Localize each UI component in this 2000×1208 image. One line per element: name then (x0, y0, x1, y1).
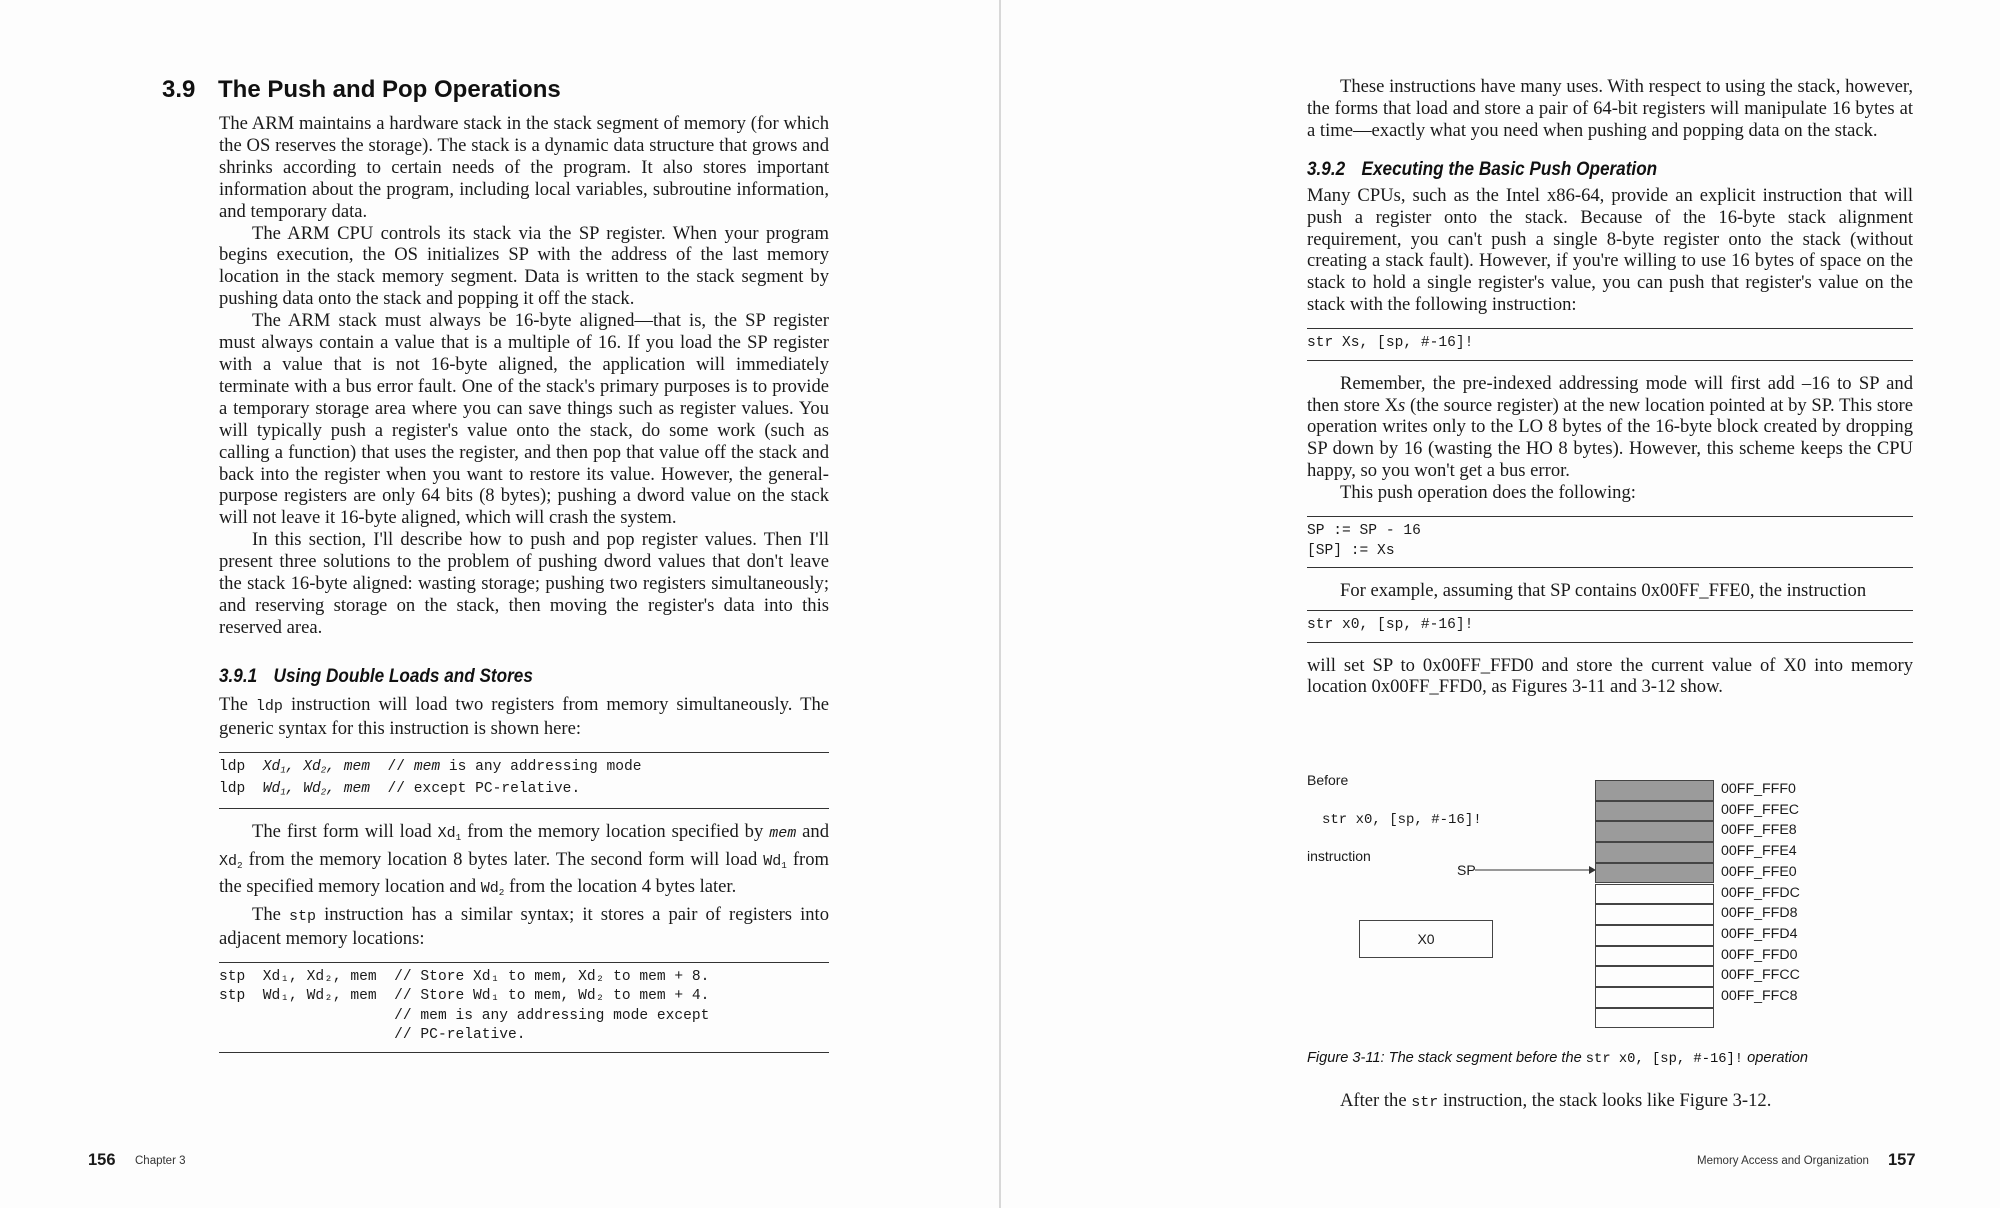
paragraph: The ARM stack must always be 16-byte aligned—that is, the SP register must always contain a value that is a multiple of 16. If you load the SP register with a value that is not 16-byte aligned, the application will immediately terminate with a bus error fault. One of the stack's primary purposes is to provide a temporary storage area where you can save things such as register values. You will typically push a register's value onto the stack, do some work (such as calling a function) that uses the register, and then pop that value off the stack and back into the register when you want to restore its value. However, the general-purpose registers are only 64 bits (8 bytes); pushing a dword value on the stack will not leave it 16-byte aligned, which will crash the system. (219, 310, 829, 529)
figure-before-label: Before (1307, 772, 1349, 788)
stack-cell (1595, 780, 1714, 801)
section-heading (162, 76, 561, 104)
paragraph: The ARM CPU controls its stack via the SP register. When your program begins execution, the OS initializes SP with the address of the last memory location in the stack memory segment. Data is written to the stack segment by pushing data onto the stack and popping it off the stack. (219, 222, 829, 310)
paragraph: will set SP to 0x00FF_FFD0 and store the current value of X0 into memory location 0x00FF_FFD0, as Figures 3-11 and 3-12 show. (1307, 654, 1913, 698)
stack-address-label: 00FF_FFEC (1721, 801, 1800, 818)
figure-caption: Figure 3-11: The stack segment before the str x0, [sp, #-16]! operation (1307, 1050, 1809, 1067)
code-block-ldp (219, 752, 829, 809)
subsection-heading (219, 665, 756, 688)
stack-cell (1595, 821, 1714, 842)
paragraph: Remember, the pre-indexed addressing mode will first add –16 to SP and then store Xs (the source register) at the new location pointed at by SP. This store operation writes only to the LO 8 bytes of the 16-byte block created by dropping SP down by 16 (wasting the HO 8 bytes). However, this scheme keeps the CPU happy, so you won't get a bus error. (1307, 372, 1913, 482)
stack-address-label: 00FF_FFF0 (1721, 781, 1796, 797)
paragraph: These instructions have many uses. With respect to using the stack, however, the forms that load and store a pair of 64-bit registers will manipulate 16 bytes at a time—exactly what you need when pushing and popping data on the stack. (1307, 76, 1913, 141)
stack-cell (1595, 801, 1714, 822)
x0-register-box: X0 (1359, 920, 1493, 958)
stack-address-label: 00FF_FFE8 (1721, 822, 1797, 839)
stack-cell (1595, 1008, 1714, 1029)
stack-address-label: 00FF_FFD4 (1721, 925, 1798, 942)
stack-address-label: 00FF_FFCC (1721, 967, 1800, 984)
section-number: 3.9 (162, 76, 196, 103)
stack-cell (1595, 946, 1714, 967)
stack-cell (1595, 925, 1714, 946)
stack-cell (1595, 863, 1714, 884)
code-line: ldp $Xd_1$, $Xd_2$, mem // mem is any addressing mode (219, 758, 642, 776)
subsection-number: 3.9.2 (1307, 157, 1346, 180)
page-number: 157 (1888, 1151, 1916, 1169)
stack-cell (1595, 987, 1714, 1008)
stack-address-label: 00FF_FFD0 (1721, 946, 1798, 963)
inline-code: ldp (255, 697, 283, 715)
paragraph: Many CPUs, such as the Intel x86-64, provide an explicit instruction that will push a register onto the stack. Because of the 16-byte stack alignment requirement, you can't push a single 8-byte register onto the stack (without creating a stack fault). However, if you're willing to use 16 bytes of space on the stack to hold a single register's value, you can push that register's value on the stack with the following instruction: (1307, 184, 1913, 316)
code-block-example: str x0, [sp, #-16]! (1307, 610, 1913, 643)
figure-instruction-code: str x0, [sp, #-16]! (1322, 812, 1482, 828)
paragraph: After the str instruction, the stack looks like Figure 3-12. (1340, 1090, 1772, 1111)
right-column (1307, 76, 1913, 698)
running-footer: Memory Access and Organization (1697, 1155, 1869, 1167)
paragraph: The stp instruction has a similar syntax; it stores a pair of registers into adjacent memory locations: (219, 904, 829, 949)
code-block-stp: stp Xd₁, Xd₂, mem // Store Xd₁ to mem, Xd₂ to mem + 8. stp Wd₁, Wd₂, mem // Store Wd₁ to mem, Wd₂ to mem + 4. // mem is any addressing mode except // PC-relative. (219, 962, 829, 1053)
code-line: ldp $Wd_1$, $Wd_2$, mem // except PC-relative. (219, 780, 581, 798)
stack-cell (1595, 966, 1714, 987)
stack-address-label: 00FF_FFE0 (1721, 863, 1797, 880)
section-title: The Push and Pop Operations (218, 76, 561, 103)
inline-code: str (1411, 1094, 1439, 1111)
stack-address-label: 00FF_FFD8 (1721, 905, 1798, 922)
sp-label: SP (1457, 862, 1476, 878)
paragraph: For example, assuming that SP contains 0x00FF_FFE0, the instruction (1340, 580, 1867, 602)
paragraph: In this section, I'll describe how to push and pop register values. Then I'll present three solutions to the problem of pushing dword values that don't leave the stack 16-byte aligned: wasting storage; pushing two registers simultaneously; and reserving storage on the stack, then moving the register's data into this reserved area. (219, 529, 829, 638)
inline-code: stp (288, 908, 316, 926)
stack-address-label: 00FF_FFE4 (1721, 843, 1797, 860)
stack-cell (1595, 842, 1714, 863)
figure-instruction-label: instruction (1307, 848, 1371, 864)
stack-address-label: 00FF_FFC8 (1721, 988, 1798, 1004)
running-footer: Chapter 3 (135, 1155, 186, 1167)
figure-stack-diagram (1307, 772, 1913, 1072)
stack-cell (1595, 884, 1714, 905)
stack-cell (1595, 904, 1714, 925)
subsection-heading (1307, 158, 1840, 181)
subsection-number: 3.9.1 (219, 664, 258, 687)
paragraph: The ldp instruction will load two registers from memory simultaneously. The generic syntax for this instruction is shown here: (219, 693, 829, 739)
left-column (219, 113, 829, 1053)
paragraph: The first form will load $Xd_1$ from the memory location specified by mem and $Xd_2$ from the memory location 8 bytes later. The second form will load $Wd_1$ from the specified memory location and $Wd_2$ from the location 4 bytes later. (219, 820, 829, 899)
subsection-title: Using Double Loads and Stores (273, 664, 533, 687)
code-block-push-semantics: SP := SP - 16 [SP] := Xs (1307, 516, 1913, 568)
paragraph: The ARM maintains a hardware stack in the stack segment of memory (for which the OS reserves the storage). The stack is a dynamic data structure that grows and shrinks according to certain needs of the program. It also stores important information about the program, including local variables, subroutine information, and temporary data. (219, 113, 829, 222)
code-block-push: str Xs, [sp, #-16]! (1307, 328, 1913, 361)
sp-pointer-arrow (1475, 862, 1597, 878)
subsection-title: Executing the Basic Push Operation (1361, 157, 1658, 180)
stack-address-label: 00FF_FFDC (1721, 884, 1800, 901)
page-number: 156 (88, 1151, 116, 1169)
paragraph: This push operation does the following: (1340, 482, 1636, 504)
